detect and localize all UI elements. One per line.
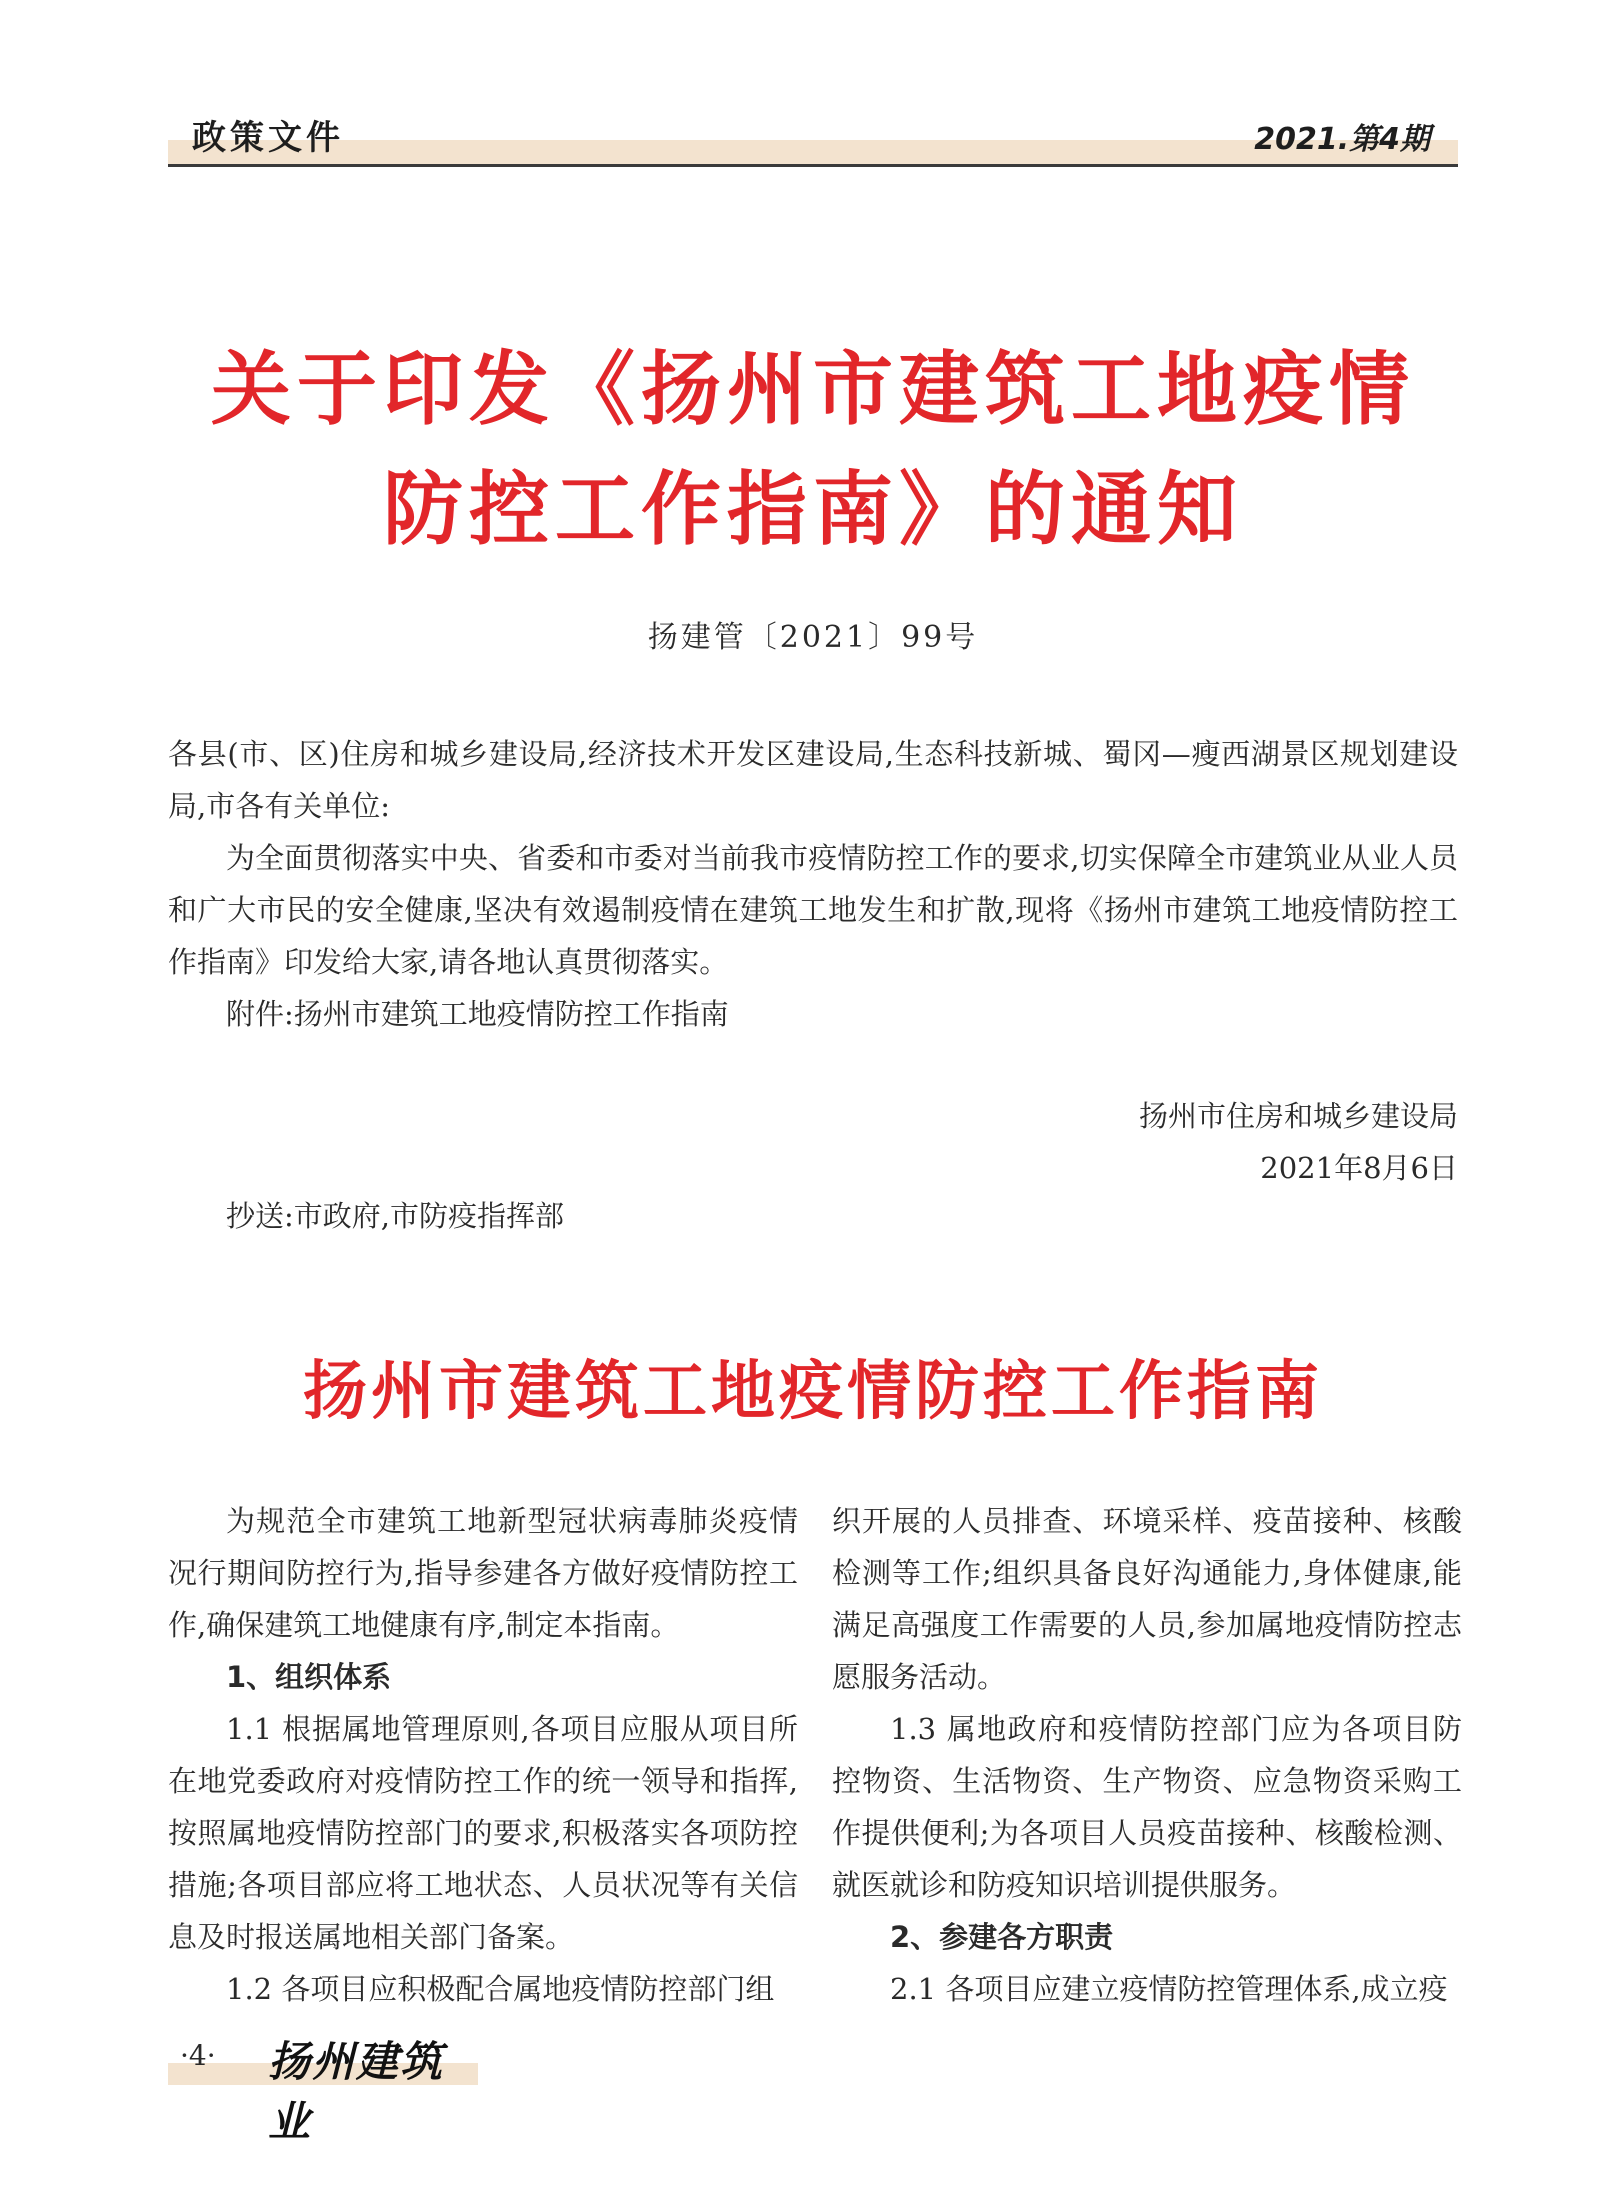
notice-body: 为全面贯彻落实中央、省委和市委对当前我市疫情防控工作的要求,切实保障全市建筑业从业人员和广大市民的安全健康,坚决有效遏制疫情在建筑工地发生和扩散,现将《扬州市建筑工地疫情防控工作指南》印发给大家,请各地认真贯彻落实。	[168, 841, 1458, 979]
paragraph-2-1-start: 2.1 各项目应建立疫情防控管理体系,成立疫	[890, 1972, 1448, 2006]
magazine-logo: 扬州建筑业	[268, 2037, 445, 2146]
section-label: 政策文件	[192, 118, 344, 158]
notice-recipients: 各县(市、区)住房和城乡建设局,经济技术开发区建设局,生态科技新城、蜀冈—瘦西湖景区规划建设局,市各有关单位:	[168, 737, 1458, 823]
guide-title: 扬州市建筑工地疫情防控工作指南	[303, 1355, 1323, 1429]
paragraph-1-2-start: 1.2 各项目应积极配合属地疫情防控部门组	[226, 1972, 775, 2006]
notice-title-line1: 关于印发《扬州市建筑工地疫情	[211, 342, 1415, 436]
issue-date: 2021年8月6日	[1260, 1151, 1458, 1185]
page-header	[168, 110, 1458, 166]
page-number: ·4·	[180, 2039, 216, 2072]
header-rule	[168, 164, 1458, 167]
guide-column-right	[832, 1495, 1462, 2015]
notice-attachment: 附件:扬州市建筑工地疫情防控工作指南	[226, 997, 729, 1031]
page-footer	[168, 2035, 478, 2146]
issuer-name: 扬州市住房和城乡建设局	[1138, 1099, 1458, 1133]
document-number: 扬建管〔2021〕99号	[647, 620, 979, 655]
section-heading-1: 1、组织体系	[226, 1660, 392, 1694]
cc-line: 抄送:市政府,市防疫指挥部	[226, 1199, 564, 1233]
section-heading-2: 2、参建各方职责	[890, 1920, 1114, 1954]
guide-column-left	[168, 1495, 798, 2015]
guide-intro: 为规范全市建筑工地新型冠状病毒肺炎疫情况行期间防控行为,指导参建各方做好疫情防控工作,确保建筑工地健康有序,制定本指南。	[168, 1504, 798, 1642]
paragraph-1-2-continued: 织开展的人员排查、环境采样、疫苗接种、核酸检测等工作;组织具备良好沟通能力,身体健康,能满足高强度工作需要的人员,参加属地疫情防控志愿服务活动。	[832, 1504, 1462, 1694]
notice-title-line2: 防控工作指南》的通知	[383, 462, 1243, 556]
paragraph-1-1: 1.1 根据属地管理原则,各项目应服从项目所在地党委政府对疫情防控工作的统一领导和指挥,按照属地疫情防控部门的要求,积极落实各项防控措施;各项目部应将工地状态、人员状况等有关信息及时报送属地相关部门备案。	[168, 1712, 798, 1954]
paragraph-1-3: 1.3 属地政府和疫情防控部门应为各项目防控物资、生活物资、生产物资、应急物资采购工作提供便利;为各项目人员疫苗接种、核酸检测、就医就诊和防疫知识培训提供服务。	[832, 1712, 1462, 1902]
issue-label: 2021.第4期	[1254, 122, 1430, 157]
